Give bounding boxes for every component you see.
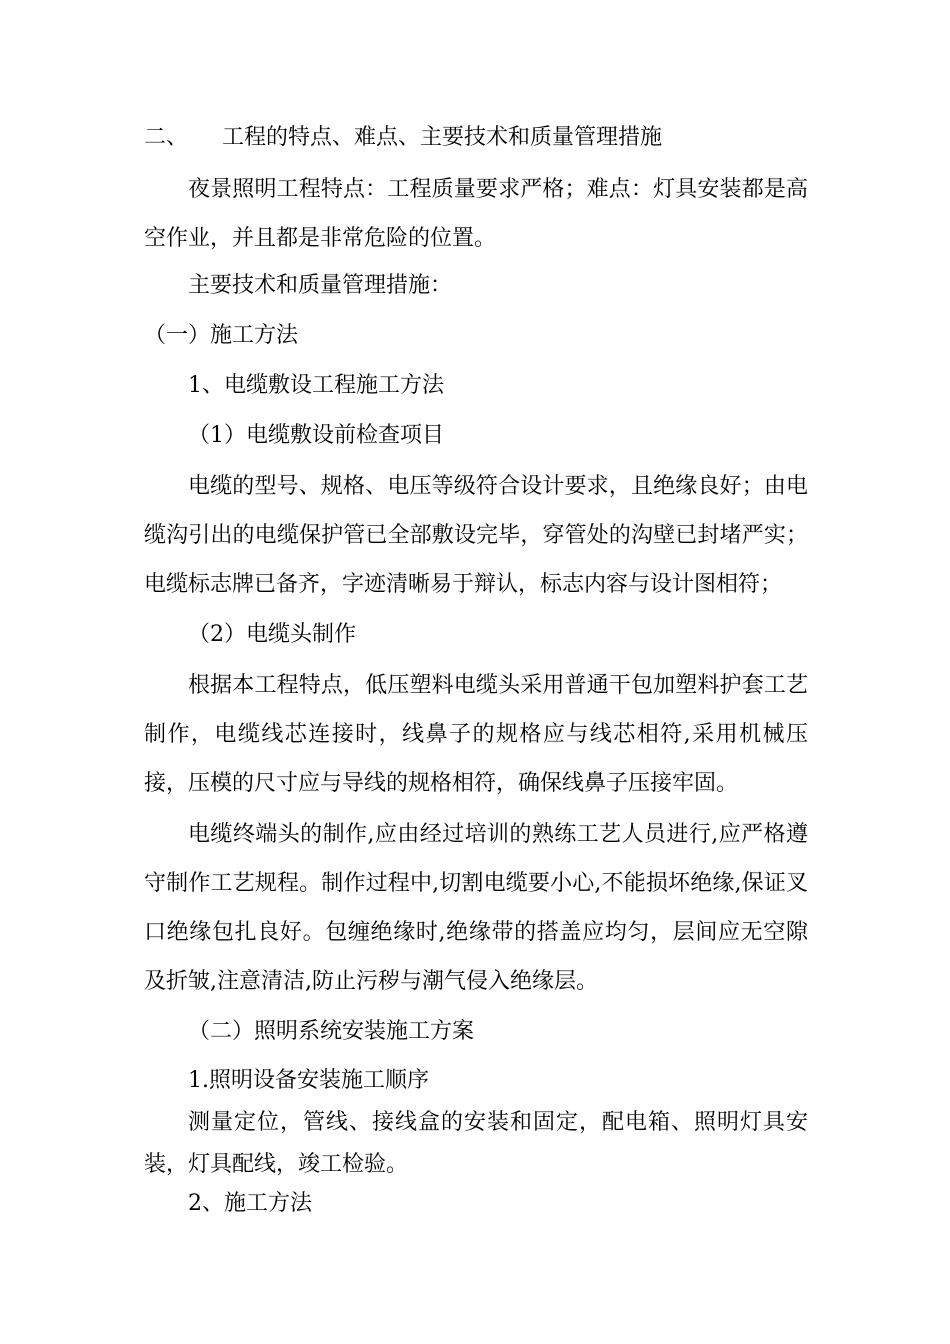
heading-cable-head: （2）电缆头制作: [188, 622, 356, 647]
heading-install-sequence: 1.照明设备安装施工顺序: [188, 1068, 429, 1093]
paragraph-terminal: 电缆终端头的制作,应由经过培训的熟练工艺人员进行,应严格遵守制作工艺规程。制作过程中,切割电缆要小心,不能损坏绝缘,保证叉口绝缘包扎良好。包缠绝缘时,绝缘带的搭盖应均匀，层间应无空隙及折皱,注意清洁,防止污秽与潮气侵入绝缘层。: [144, 822, 808, 994]
paragraph-pre-check: 电缆的型号、规格、电压等级符合设计要求，且绝缘良好；由电缆沟引出的电缆保护管已全部敷设完毕，穿管处的沟壁已封堵严实；电缆标志牌已备齐，字迹清晰易于辩认，标志内容与设计图相符；: [144, 474, 808, 597]
heading-method-2: 2、施工方法: [188, 1191, 312, 1216]
section-heading: [144, 124, 662, 152]
heading-pre-check: （1）电缆敷设前检查项目: [188, 423, 444, 448]
paragraph-install-sequence: 测量定位，管线、接线盒的安装和固定，配电箱、照明灯具安装，灯具配线，竣工检验。: [144, 1110, 808, 1177]
section-title: 工程的特点、难点、主要技术和质量管理措施: [222, 125, 663, 150]
paragraph-measures-intro: 主要技术和质量管理措施：: [188, 273, 453, 298]
paragraph-cable-head: 根据本工程特点，低压塑料电缆头采用普通干包加塑料护套工艺制作，电缆线芯连接时，线鼻子的规格应与线芯相符,采用机械压接，压模的尺寸应与导线的规格相符，确保线鼻子压接牢固。: [144, 673, 808, 796]
heading-construction-method: （一）施工方法: [144, 323, 299, 348]
heading-cable-laying: 1、电缆敷设工程施工方法: [188, 373, 444, 398]
heading-lighting-system: （二）照明系统安装施工方案: [188, 1019, 475, 1044]
paragraph-features: 夜景照明工程特点：工程质量要求严格；难点：灯具安装都是高空作业，并且都是非常危险的位置。: [144, 177, 808, 251]
section-number: 二、: [144, 125, 189, 150]
